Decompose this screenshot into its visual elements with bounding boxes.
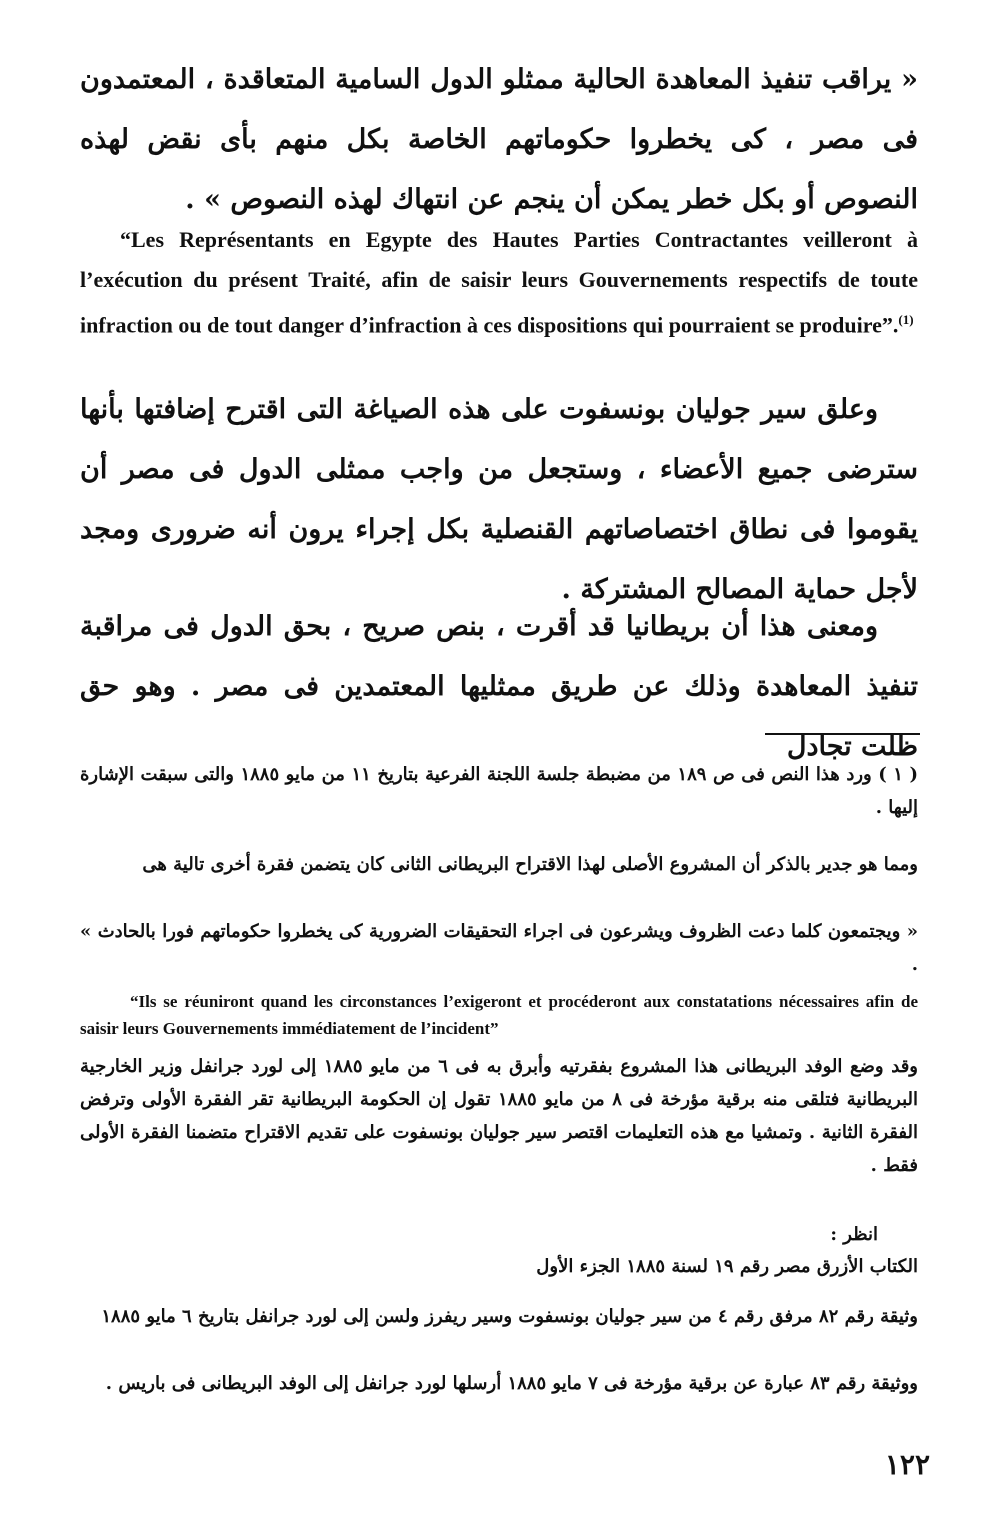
french-treaty-quote-text: “Les Représentants en Egypte des Hautes Parties Contractantes veilleront à l’exécution du présent Traité, afin de saisir leurs Gouvernements respectifs de toute infraction ou de tout danger d’infraction à ces dispositions qui pourraient se produire”. bbox=[80, 227, 918, 338]
footnote-french-quote-text: “Ils se réuniront quand les circonstances l’exigeront et procéderont aux constatations nécessaires afin de saisir leurs Gouvernements immédiatement de l’incident” bbox=[80, 992, 918, 1038]
footnote-separator bbox=[765, 733, 920, 735]
french-quote-indent bbox=[80, 227, 120, 252]
footnote-explanation bbox=[80, 1050, 918, 1182]
paragraph-indent bbox=[878, 394, 918, 425]
body-paragraph-2 bbox=[80, 597, 918, 777]
page-number: ١٢٢ bbox=[884, 1448, 930, 1481]
body-paragraph-2-text: ومعنى هذا أن بريطانيا قد أقرت ، بنص صريح ، بحق الدول فى مراقبة تنفيذ المعاهدة وذلك عن طريق ممثليها المعتمدين فى مصر . وهو حق ظلت تجادل bbox=[80, 611, 918, 762]
footnote-arabic-quote bbox=[80, 915, 918, 981]
footnote-note-text: ومما هو جدير بالذكر أن المشروع الأصلى لهذا الاقتراح البريطانى الثانى كان يتضمن فقرة أخرى تالية هى bbox=[142, 854, 918, 875]
footnote-explanation-text: وقد وضع الوفد البريطانى هذا المشروع بفقرتيه وأبرق به فى ٦ من مايو ١٨٨٥ إلى لورد جرانفل وزير الخارجية البريطانية فتلقى منه برقية مؤرخة فى ٨ من مايو ١٨٨٥ تقول إن الحكومة البريطانية تقر الفقرة الأولى وترفض الفقرة الثانية . وتمشيا مع هذه التعليمات اقتصر سير جوليان بونسفوت على تقديم الاقتراح متضمنا الفقرة الأولى فقط . bbox=[80, 1056, 919, 1176]
footnote-arabic-quote-text: « ويجتمعون كلما دعت الظروف ويشرعون فى اجراء التحقيقات الضرورية كى يخطروا حكوماتهم فورا بالحادث » . bbox=[80, 921, 918, 975]
footnote-see-label-text: انظر : bbox=[830, 1224, 878, 1245]
arabic-treaty-quote-text: « يراقب تنفيذ المعاهدة الحالية ممثلو الدول السامية المتعاقدة ، المعتمدون فى مصر ، كى يخطروا حكوماتهم الخاصة بكل منهم بأى نقض لهذه النصوص أو بكل خطر يمكن أن ينجم عن انتهاك لهذه النصوص » . bbox=[80, 64, 918, 215]
footnote-note bbox=[80, 848, 918, 881]
footnote-reference: (1) bbox=[898, 312, 914, 327]
footnote-1 bbox=[80, 758, 918, 824]
footnote-reference-bluebook-text: الكتاب الأزرق مصر رقم ١٩ لسنة ١٨٨٥ الجزء الأول bbox=[536, 1256, 918, 1277]
footnote-see-label bbox=[80, 1218, 918, 1251]
body-paragraph-1 bbox=[80, 380, 918, 620]
french-quote-indent bbox=[80, 992, 130, 1011]
body-paragraph-1-text: وعلق سير جوليان بونسفوت على هذه الصياغة التى اقترح إضافتها بأنها سترضى جميع الأعضاء ، وستجعل من واجب ممثلى الدول فى مصر أن يقوموا فى نطاق اختصاصاتهم القنصلية بكل إجراء يرون أنه ضرورى ومجد لأجل حماية المصالح المشتركة . bbox=[80, 394, 918, 605]
footnote-reference-document-82 bbox=[80, 1300, 918, 1333]
footnote-french-quote bbox=[80, 988, 918, 1042]
paragraph-indent bbox=[878, 1224, 918, 1245]
paragraph-indent bbox=[878, 611, 918, 642]
arabic-treaty-quote bbox=[80, 50, 918, 230]
footnote-reference-document-83 bbox=[80, 1367, 918, 1400]
footnote-reference-bluebook bbox=[80, 1250, 918, 1283]
footnote-1-text: ( ١ ) ورد هذا النص فى ص ١٨٩ من مضبطة جلسة اللجنة الفرعية بتاريخ ١١ من مايو ١٨٨٥ والتى سبقت الإشارة إليها . bbox=[80, 764, 918, 818]
footnote-reference-document-83-text: ووثيقة رقم ٨٣ عبارة عن برقية مؤرخة فى ٧ مايو ١٨٨٥ أرسلها لورد جرانفل إلى الوفد البريطانى فى باريس . bbox=[105, 1373, 918, 1394]
footnote-reference-document-82-text: وثيقة رقم ٨٢ مرفق رقم ٤ من سير جوليان بونسفوت وسير ريفرز ولسن إلى لورد جرانفل بتاريخ ٦ مايو ١٨٨٥ bbox=[101, 1306, 918, 1327]
french-treaty-quote bbox=[80, 220, 918, 345]
